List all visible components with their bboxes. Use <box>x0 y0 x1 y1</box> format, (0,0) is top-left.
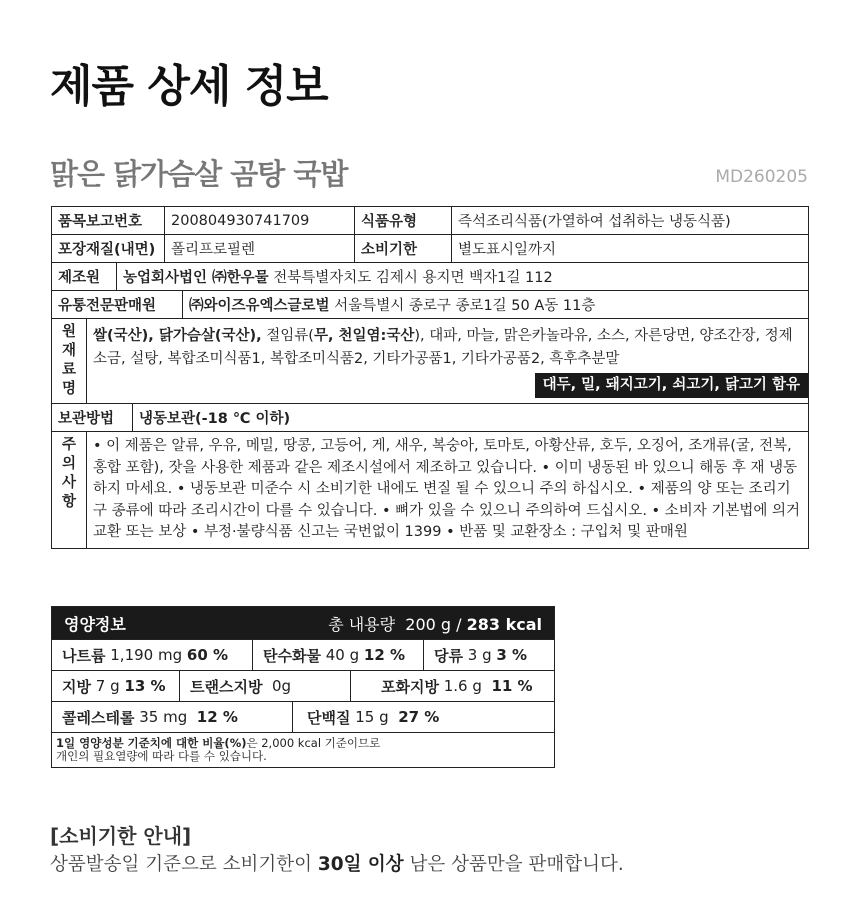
ingredients-value: 쌀(국산), 닭가슴살(국산), 절임류(무, 천일염:국산), 대파, 마늘, 맑은카놀라유, 소스, 자른당면, 양조간장, 정제소금, 설탕, 복합조미식품1, 복합조미식품2, 기타가공품1, 기타가공품2, 흑후추분말 대두, 밀, 돼지고기, 쇠고기, 닭고기 함유 <box>87 319 809 403</box>
nutrition-header: 영양정보 총 내용량 200 g / 283 kcal <box>52 607 554 639</box>
expiry-notice-title: [소비기한 안내] <box>50 824 192 848</box>
nutrition-footnote: 1일 영양성분 기준치에 대한 비율(%)은 2,000 kcal 기준이므로 개인의 필요열량에 따라 다를 수 있습니다. <box>52 732 554 767</box>
sugar-cell: 당류 3 g 3 % <box>434 646 528 665</box>
maker-label: 제조원 <box>52 263 117 290</box>
calories: 283 kcal <box>466 614 542 634</box>
maker-address: 전북특별자치도 김제시 용지면 백자1길 112 <box>273 270 553 286</box>
page-title: 제품 상세 정보 <box>50 61 328 112</box>
storage-value: 냉동보관(-18 ℃ 이하) <box>139 411 291 427</box>
distributor-name: ㈜와이즈유엑스글로벌 <box>189 298 330 314</box>
food-type-label: 식품유형 <box>355 207 452 235</box>
packaging-value: 폴리프로필렌 <box>165 235 355 263</box>
cholesterol-cell: 콜레스테롤 35 mg 12 % <box>52 702 293 732</box>
report-no-value: 200804930741709 <box>165 207 355 235</box>
ingredients-label: 원 재 료 명 <box>52 319 87 403</box>
info-row-distributor <box>52 291 809 319</box>
info-row-ingredients <box>52 319 809 404</box>
total-label: 총 내용량 <box>328 614 396 634</box>
total-amount: 200 g <box>405 614 452 634</box>
expiry-notice-text: 상품발송일 기준으로 소비기한이 30일 이상 남은 상품만을 판매합니다. <box>50 854 624 875</box>
info-row-packaging <box>52 235 809 263</box>
food-type-value: 즉석조리식품(가열하여 섭취하는 냉동식품) <box>452 207 809 235</box>
trans-fat-cell: 트랜스지방 0g <box>180 671 351 701</box>
distributor-label: 유통전문판매원 <box>52 291 183 318</box>
product-info-table <box>51 206 809 549</box>
product-name: 맑은 닭가슴살 곰탕 국밥 <box>50 157 348 191</box>
caution-label: 주 의 사 항 <box>52 432 87 548</box>
product-code: MD260205 <box>715 167 808 187</box>
allergen-badge: 대두, 밀, 돼지고기, 쇠고기, 닭고기 함유 <box>535 373 808 398</box>
expiry-label: 소비기한 <box>355 235 452 263</box>
nutrition-row <box>52 639 554 670</box>
maker-name: 농업회사법인 ㈜한우물 <box>123 270 269 286</box>
packaging-label: 포장재질(내면) <box>52 235 165 263</box>
storage-label: 보관방법 <box>52 404 133 431</box>
carb-cell: 탄수화물 40 g 12 % <box>253 640 424 670</box>
info-row-caution <box>52 432 809 549</box>
info-row-maker <box>52 263 809 291</box>
report-no-label: 품목보고번호 <box>52 207 165 235</box>
caution-text: • 이 제품은 알류, 우유, 메밀, 땅콩, 고등어, 게, 새우, 복숭아, 토마토, 아황산류, 호두, 오징어, 조개류(굴, 전복, 홍합 포함), 잣을 사용한 제품과 같은 제조시설에서 제조하고 있습니다. • 이미 냉동된 바 있으니 해동 후 재 냉동하지 마세요. • 냉동보관 미준수 시 소비기한 내에도 변질 될 수 있으니 주의 하십시오. • 제품의 양 또는 조리기구 종류에 따라 조리시간이 다를 수 있습니다. • 뼈가 있을 수 있으니 주의하여 드십시오. • 소비자 기본법에 의거 교환 또는 보상 • 부정·불량식품 신고는 국번없이 1399 • 반품 및 교환장소 : 구입처 및 판매원 <box>93 438 800 540</box>
sodium-cell: 나트륨 1,190 mg 60 % <box>52 640 253 670</box>
info-row-storage <box>52 404 809 432</box>
nutrition-title: 영양정보 <box>64 614 126 634</box>
fat-cell: 지방 7 g 13 % <box>52 671 180 701</box>
nutrition-row <box>52 701 554 732</box>
protein-cell: 단백질 15 g 27 % <box>307 708 440 727</box>
info-row-report <box>52 207 809 235</box>
nutrition-facts <box>51 606 555 768</box>
distributor-address: 서울특별시 종로구 종로1길 50 A동 11층 <box>334 298 596 314</box>
expiry-value: 별도표시일까지 <box>452 235 809 263</box>
sat-fat-cell: 포화지방 1.6 g 11 % <box>381 677 533 696</box>
nutrition-row <box>52 670 554 701</box>
